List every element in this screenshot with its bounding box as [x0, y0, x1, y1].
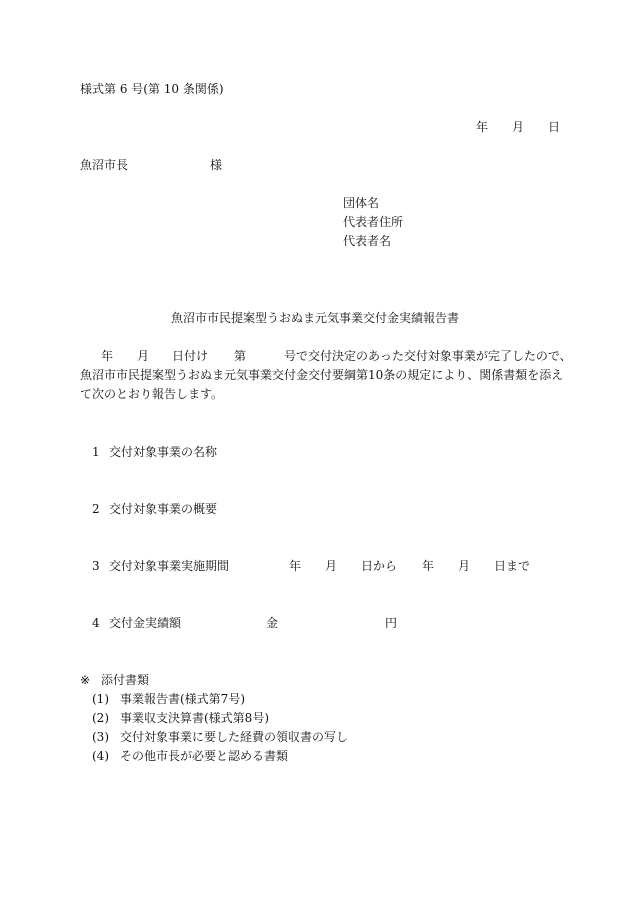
attachment-4-text: その他市長が必要と認める書類 [120, 749, 289, 763]
attachment-1-number: (1) [92, 692, 109, 706]
intro-number-prefix: 第 [234, 349, 247, 363]
item-3-label: 交付対象事業実施期間 [109, 559, 230, 573]
attachments-heading: 添付書類 [101, 673, 150, 687]
item-3-number: 3 [92, 559, 100, 573]
item-3-to-year: 年 [422, 559, 435, 573]
intro-number-suffix: 号で交付決定のあった交付対象事業が完了したので、 [284, 349, 572, 363]
addressee-name: 魚沼市長 [80, 158, 129, 172]
form-number: 様式第 6 号(第 10 条関係) [80, 82, 224, 96]
item-3-from-year: 年 [289, 559, 302, 573]
attachment-1-text: 事業報告書(様式第7号) [120, 692, 245, 706]
intro-month: 月 [137, 349, 150, 363]
attachment-2-number: (2) [92, 711, 109, 725]
attachments-mark: ※ [80, 673, 91, 687]
attachment-3-number: (3) [92, 730, 109, 744]
group-name-label: 団体名 [343, 196, 380, 210]
item-2-label: 交付対象事業の概要 [109, 502, 218, 516]
rep-address-label: 代表者住所 [343, 215, 404, 229]
intro-day-dated: 日付け [172, 349, 209, 363]
attachment-4-number: (4) [92, 749, 109, 763]
addressee-honorific: 様 [210, 158, 223, 172]
rep-name-label: 代表者名 [343, 234, 392, 248]
item-2-number: 2 [92, 502, 100, 516]
item-4-suffix: 円 [385, 616, 398, 630]
date-year: 年 [476, 120, 489, 134]
attachment-2-text: 事業収支決算書(様式第8号) [120, 711, 269, 725]
date-day: 日 [548, 120, 561, 134]
item-3-to-month: 月 [458, 559, 471, 573]
item-3-to-day: 日まで [494, 559, 531, 573]
date-month: 月 [512, 120, 525, 134]
intro-line-3: て次のとおり報告します。 [80, 387, 224, 401]
item-3-from-day: 日から [361, 559, 398, 573]
item-4-number: 4 [92, 616, 100, 630]
document-title: 魚沼市市民提案型うおぬま元気事業交付金実績報告書 [170, 311, 459, 325]
intro-line-2: 魚沼市市民提案型うおぬま元気事業交付金交付要綱第10条の規定により、関係書類を添え [80, 368, 564, 382]
attachment-3-text: 交付対象事業に要した経費の領収書の写し [120, 730, 349, 744]
item-4-prefix: 金 [266, 616, 279, 630]
item-4-label: 交付金実績額 [109, 616, 182, 630]
intro-year: 年 [101, 349, 114, 363]
item-3-from-month: 月 [325, 559, 338, 573]
item-1-number: 1 [92, 445, 100, 459]
item-1-label: 交付対象事業の名称 [109, 445, 218, 459]
